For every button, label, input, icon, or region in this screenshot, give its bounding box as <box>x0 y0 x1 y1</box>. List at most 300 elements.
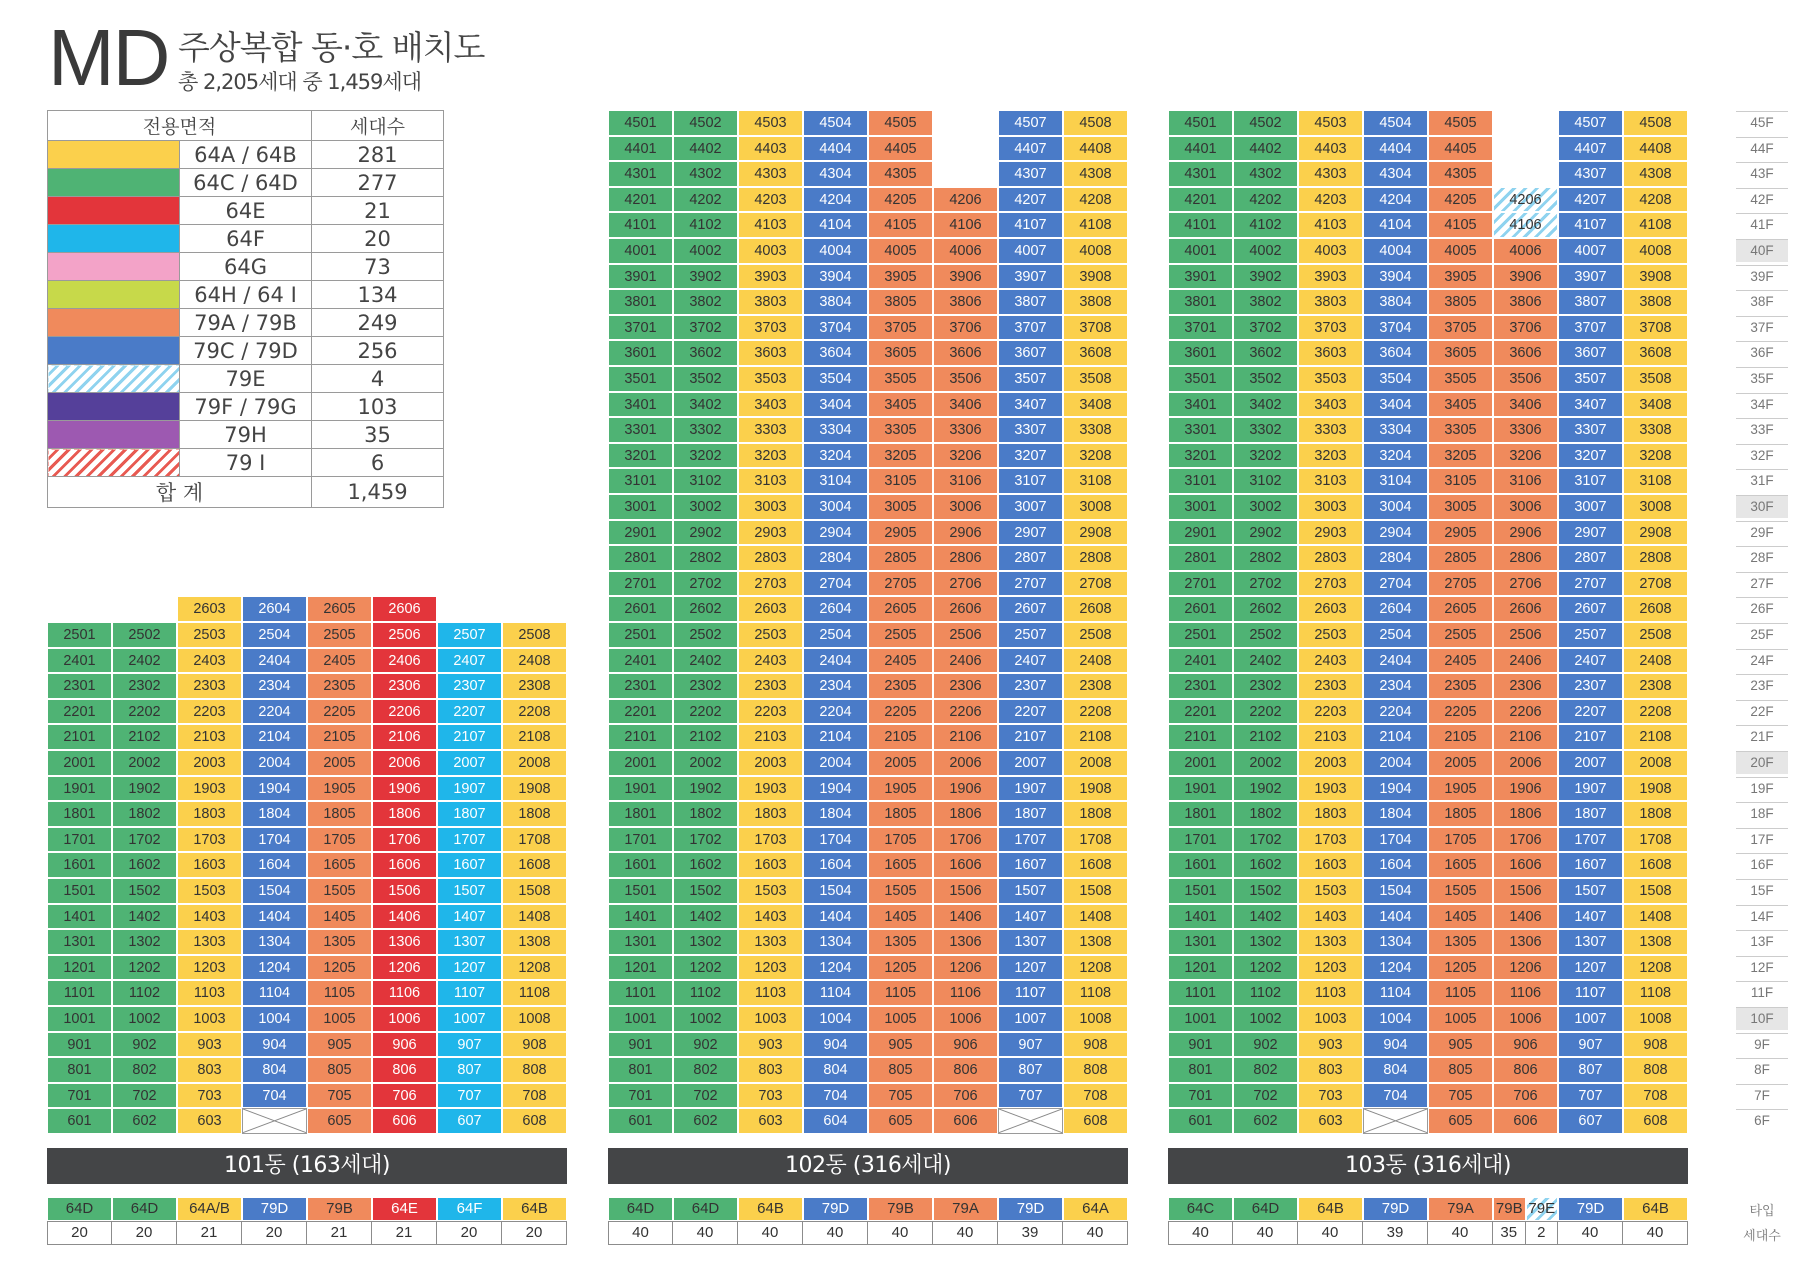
unit-cell: 3805 <box>868 289 933 315</box>
unit-cell: 1805 <box>1428 801 1493 827</box>
unit-cell: 1202 <box>673 955 738 981</box>
unit-cell: 2306 <box>933 673 998 699</box>
unit-cell: 802 <box>112 1057 177 1083</box>
unit-cell: 1002 <box>112 1006 177 1032</box>
unit-cell: 2004 <box>803 750 868 776</box>
unit-cell: 1102 <box>673 980 738 1006</box>
unit-cell: 2003 <box>738 750 803 776</box>
unit-cell: 1007 <box>437 1006 502 1032</box>
unit-cell: 2607 <box>1558 596 1623 622</box>
unit-cell: 3404 <box>803 392 868 418</box>
unit-cell: 1305 <box>307 929 372 955</box>
unit-cell: 3308 <box>1063 417 1128 443</box>
unit-cell: 904 <box>242 1032 307 1058</box>
unit-cell: 3408 <box>1063 392 1128 418</box>
legend-swatch <box>48 225 180 253</box>
unit-cell: 3202 <box>673 443 738 469</box>
unit-cell: 1205 <box>307 955 372 981</box>
unit-cell: 2206 <box>933 699 998 725</box>
unit-cell: 3606 <box>1493 340 1558 366</box>
unit-cell: 3407 <box>1558 392 1623 418</box>
unit-cell: 804 <box>1363 1057 1428 1083</box>
unit-cell: 2903 <box>738 520 803 546</box>
unit-cell: 1406 <box>933 904 998 930</box>
unit-cell: 3808 <box>1623 289 1688 315</box>
unit-cell-empty <box>998 1108 1063 1134</box>
unit-cell: 3201 <box>608 443 673 469</box>
unit-cell: 2607 <box>998 596 1063 622</box>
unit-cell: 1705 <box>868 827 933 853</box>
legend-unit-count: 277 <box>312 169 444 197</box>
unit-cell: 1401 <box>47 904 112 930</box>
unit-cell: 4208 <box>1063 187 1128 213</box>
unit-cell: 2406 <box>372 648 437 674</box>
unit-cell: 3508 <box>1063 366 1128 392</box>
unit-cell: 3505 <box>868 366 933 392</box>
unit-cell: 4204 <box>1363 187 1428 213</box>
unit-cell: 4002 <box>1233 238 1298 264</box>
floor-label: 15F <box>1736 879 1788 902</box>
unit-cell: 3504 <box>1363 366 1428 392</box>
legend-unit-count: 73 <box>312 253 444 281</box>
unit-cell: 1401 <box>1168 904 1233 930</box>
unit-cell: 3703 <box>738 315 803 341</box>
unit-cell: 1208 <box>1063 955 1128 981</box>
unit-cell: 3208 <box>1063 443 1128 469</box>
unit-cell: 2206 <box>1493 699 1558 725</box>
unit-cell: 3004 <box>803 494 868 520</box>
unit-cell: 1307 <box>1558 929 1623 955</box>
unit-cell: 2102 <box>1233 724 1298 750</box>
unit-type-count: 20 <box>242 1221 307 1245</box>
unit-cell: 805 <box>307 1057 372 1083</box>
unit-cell: 2202 <box>112 699 177 725</box>
unit-cell: 1604 <box>803 852 868 878</box>
unit-cell: 807 <box>437 1057 502 1083</box>
unit-cell: 1207 <box>1558 955 1623 981</box>
unit-cell: 2704 <box>803 571 868 597</box>
unit-cell: 1407 <box>998 904 1063 930</box>
unit-cell: 2508 <box>502 622 567 648</box>
unit-cell: 1902 <box>112 776 177 802</box>
unit-cell: 2506 <box>933 622 998 648</box>
unit-cell: 3501 <box>1168 366 1233 392</box>
unit-cell: 2106 <box>372 724 437 750</box>
unit-cell: 1705 <box>307 827 372 853</box>
unit-cell: 2304 <box>803 673 868 699</box>
unit-cell: 1301 <box>47 929 112 955</box>
unit-cell: 1107 <box>998 980 1063 1006</box>
legend-swatch <box>48 253 180 281</box>
unit-type-count: 40 <box>1168 1221 1233 1245</box>
unit-cell: 1506 <box>933 878 998 904</box>
unit-type-label: 64C <box>1168 1197 1233 1221</box>
unit-cell: 4103 <box>1298 212 1363 238</box>
legend-unit-count: 35 <box>312 421 444 449</box>
unit-cell: 2001 <box>1168 750 1233 776</box>
unit-cell: 1201 <box>608 955 673 981</box>
unit-cell: 905 <box>307 1032 372 1058</box>
unit-type-count: 40 <box>1233 1221 1298 1245</box>
unit-cell: 2907 <box>1558 520 1623 546</box>
unit-cell: 4502 <box>1233 110 1298 136</box>
floor-label: 44F <box>1736 137 1788 160</box>
unit-cell: 1807 <box>437 801 502 827</box>
unit-cell: 1008 <box>502 1006 567 1032</box>
unit-cell: 1006 <box>372 1006 437 1032</box>
unit-cell: 3301 <box>1168 417 1233 443</box>
unit-cell: 1304 <box>803 929 868 955</box>
unit-cell: 2405 <box>307 648 372 674</box>
unit-cell: 3206 <box>933 443 998 469</box>
unit-cell: 4502 <box>673 110 738 136</box>
unit-cell: 2006 <box>1493 750 1558 776</box>
unit-cell: 1408 <box>1623 904 1688 930</box>
unit-cell: 4401 <box>1168 136 1233 162</box>
unit-cell: 903 <box>177 1032 242 1058</box>
unit-cell: 1905 <box>868 776 933 802</box>
unit-cell: 2402 <box>1233 648 1298 674</box>
unit-cell: 4001 <box>608 238 673 264</box>
unit-cell: 605 <box>868 1108 933 1134</box>
unit-cell: 3504 <box>803 366 868 392</box>
legend-row <box>48 225 444 253</box>
unit-type-count: 40 <box>738 1221 803 1245</box>
unit-cell: 1501 <box>608 878 673 904</box>
legend-total-label: 합 계 <box>48 477 312 508</box>
unit-cell: 901 <box>47 1032 112 1058</box>
unit-cell: 4007 <box>1558 238 1623 264</box>
unit-cell: 807 <box>998 1057 1063 1083</box>
unit-cell: 4201 <box>608 187 673 213</box>
unit-cell: 808 <box>1063 1057 1128 1083</box>
unit-cell: 4404 <box>803 136 868 162</box>
unit-cell: 4102 <box>673 212 738 238</box>
unit-cell: 1106 <box>372 980 437 1006</box>
unit-cell: 3804 <box>1363 289 1428 315</box>
unit-cell: 2201 <box>1168 699 1233 725</box>
unit-cell: 2401 <box>608 648 673 674</box>
unit-cell: 1502 <box>112 878 177 904</box>
legend-swatch <box>48 169 180 197</box>
unit-cell: 1508 <box>502 878 567 904</box>
unit-cell: 4305 <box>1428 161 1493 187</box>
unit-cell: 2706 <box>933 571 998 597</box>
floor-label: 39F <box>1736 265 1788 288</box>
unit-cell: 1701 <box>47 827 112 853</box>
unit-cell: 1901 <box>1168 776 1233 802</box>
unit-cell: 3104 <box>1363 468 1428 494</box>
unit-cell: 1208 <box>1623 955 1688 981</box>
unit-cell: 3204 <box>1363 443 1428 469</box>
unit-cell: 704 <box>242 1083 307 1109</box>
unit-cell: 2205 <box>1428 699 1493 725</box>
unit-cell: 1807 <box>998 801 1063 827</box>
unit-cell: 1803 <box>177 801 242 827</box>
unit-type-label: 64D <box>112 1197 177 1221</box>
unit-type-label: 64B <box>1623 1197 1688 1221</box>
unit-cell: 1006 <box>933 1006 998 1032</box>
unit-cell: 3207 <box>1558 443 1623 469</box>
unit-cell: 1302 <box>112 929 177 955</box>
unit-cell: 3405 <box>1428 392 1493 418</box>
unit-cell: 1703 <box>1298 827 1363 853</box>
unit-cell: 2102 <box>112 724 177 750</box>
floor-label: 37F <box>1736 316 1788 339</box>
unit-cell: 4207 <box>998 187 1063 213</box>
unit-cell: 4104 <box>803 212 868 238</box>
unit-cell: 2403 <box>177 648 242 674</box>
unit-cell: 4301 <box>1168 161 1233 187</box>
unit-cell: 1707 <box>998 827 1063 853</box>
unit-cell: 2301 <box>47 673 112 699</box>
unit-cell: 3401 <box>1168 392 1233 418</box>
unit-cell: 2706 <box>1493 571 1558 597</box>
unit-cell: 1401 <box>608 904 673 930</box>
unit-cell: 704 <box>803 1083 868 1109</box>
unit-cell: 2608 <box>1063 596 1128 622</box>
unit-type-label: 79D <box>1558 1197 1623 1221</box>
unit-cell: 2603 <box>177 596 242 622</box>
unit-cell: 701 <box>608 1083 673 1109</box>
unit-cell: 2101 <box>47 724 112 750</box>
unit-cell: 1704 <box>803 827 868 853</box>
unit-cell: 2205 <box>307 699 372 725</box>
unit-cell: 3103 <box>738 468 803 494</box>
floor-label: 18F <box>1736 802 1788 825</box>
unit-cell: 1204 <box>1363 955 1428 981</box>
floor-label: 9F <box>1736 1033 1788 1056</box>
unit-cell: 1902 <box>673 776 738 802</box>
unit-cell: 2106 <box>1493 724 1558 750</box>
unit-cell: 1301 <box>608 929 673 955</box>
unit-cell: 605 <box>307 1108 372 1134</box>
unit-cell: 1503 <box>177 878 242 904</box>
unit-cell: 2107 <box>998 724 1063 750</box>
unit-cell: 1707 <box>1558 827 1623 853</box>
unit-cell: 3103 <box>1298 468 1363 494</box>
unit-cell: 2307 <box>437 673 502 699</box>
unit-cell: 4407 <box>1558 136 1623 162</box>
floor-label: 36F <box>1736 341 1788 364</box>
unit-cell: 1403 <box>177 904 242 930</box>
unit-cell: 1801 <box>608 801 673 827</box>
unit-cell: 3406 <box>933 392 998 418</box>
unit-cell: 1705 <box>1428 827 1493 853</box>
unit-cell: 4408 <box>1063 136 1128 162</box>
unit-cell: 3904 <box>803 264 868 290</box>
unit-cell: 3806 <box>1493 289 1558 315</box>
unit-cell: 2108 <box>1063 724 1128 750</box>
unit-cell: 4207 <box>1558 187 1623 213</box>
legend-area-name: 79C / 79D <box>180 337 312 365</box>
unit-cell: 2202 <box>673 699 738 725</box>
floor-label: 25F <box>1736 623 1788 646</box>
unit-cell: 1603 <box>738 852 803 878</box>
unit-cell: 703 <box>1298 1083 1363 1109</box>
unit-cell: 1808 <box>502 801 567 827</box>
unit-cell: 2405 <box>1428 648 1493 674</box>
unit-cell: 1604 <box>1363 852 1428 878</box>
unit-cell: 1006 <box>1493 1006 1558 1032</box>
unit-cell: 3004 <box>1363 494 1428 520</box>
unit-cell: 1502 <box>1233 878 1298 904</box>
page-subtitle: 총 2,205세대 중 1,459세대 <box>178 70 421 94</box>
unit-cell: 2006 <box>372 750 437 776</box>
unit-cell: 602 <box>1233 1108 1298 1134</box>
unit-cell: 4508 <box>1063 110 1128 136</box>
unit-cell: 1203 <box>1298 955 1363 981</box>
unit-cell: 3601 <box>1168 340 1233 366</box>
unit-cell: 3207 <box>998 443 1063 469</box>
unit-cell: 1206 <box>1493 955 1558 981</box>
unit-cell: 1703 <box>738 827 803 853</box>
unit-cell: 908 <box>1063 1032 1128 1058</box>
unit-cell: 1405 <box>1428 904 1493 930</box>
unit-cell: 2001 <box>47 750 112 776</box>
unit-type-label: 79A <box>1428 1197 1493 1221</box>
unit-cell: 3107 <box>998 468 1063 494</box>
unit-cell: 1702 <box>1233 827 1298 853</box>
unit-cell: 1604 <box>242 852 307 878</box>
unit-cell: 605 <box>1428 1108 1493 1134</box>
unit-cell: 2007 <box>998 750 1063 776</box>
legend-row <box>48 197 444 225</box>
legend-swatch <box>48 393 180 421</box>
unit-cell: 1204 <box>242 955 307 981</box>
unit-type-count: 35 <box>1493 1221 1526 1245</box>
unit-cell: 1304 <box>242 929 307 955</box>
legend-area-name: 79E <box>180 365 312 393</box>
unit-cell: 603 <box>177 1108 242 1134</box>
unit-cell: 3801 <box>608 289 673 315</box>
unit-cell: 907 <box>1558 1032 1623 1058</box>
unit-cell: 1405 <box>307 904 372 930</box>
unit-cell: 903 <box>738 1032 803 1058</box>
unit-cell: 1104 <box>242 980 307 1006</box>
unit-cell: 2301 <box>1168 673 1233 699</box>
unit-cell: 1404 <box>803 904 868 930</box>
unit-cell: 603 <box>738 1108 803 1134</box>
unit-cell: 4504 <box>803 110 868 136</box>
floor-label: 33F <box>1736 418 1788 441</box>
unit-cell: 4304 <box>1363 161 1428 187</box>
unit-cell: 1207 <box>998 955 1063 981</box>
unit-cell: 1107 <box>437 980 502 1006</box>
unit-cell: 4206 <box>933 187 998 213</box>
unit-cell: 2804 <box>803 545 868 571</box>
unit-cell: 2105 <box>1428 724 1493 750</box>
unit-cell: 3306 <box>933 417 998 443</box>
legend-area-name: 79 I <box>180 449 312 477</box>
unit-cell: 2204 <box>803 699 868 725</box>
unit-cell: 2903 <box>1298 520 1363 546</box>
unit-cell: 1601 <box>47 852 112 878</box>
unit-cell: 2802 <box>673 545 738 571</box>
floor-label: 40F <box>1736 239 1788 262</box>
unit-cell: 1801 <box>1168 801 1233 827</box>
unit-cell: 2404 <box>1363 648 1428 674</box>
unit-cell: 2702 <box>673 571 738 597</box>
unit-cell: 1804 <box>1363 801 1428 827</box>
unit-cell: 2905 <box>1428 520 1493 546</box>
unit-cell: 1303 <box>1298 929 1363 955</box>
floor-label: 14F <box>1736 905 1788 928</box>
unit-cell: 1306 <box>1493 929 1558 955</box>
unit-cell: 905 <box>868 1032 933 1058</box>
unit-type-label: 79B <box>1493 1197 1526 1221</box>
unit-cell: 2504 <box>1363 622 1428 648</box>
unit-cell: 2304 <box>242 673 307 699</box>
unit-cell: 3706 <box>1493 315 1558 341</box>
unit-cell: 2506 <box>1493 622 1558 648</box>
unit-cell: 2907 <box>998 520 1063 546</box>
unit-cell: 1905 <box>307 776 372 802</box>
unit-cell: 3506 <box>1493 366 1558 392</box>
unit-cell: 2408 <box>1623 648 1688 674</box>
unit-cell: 606 <box>372 1108 437 1134</box>
unit-cell: 1601 <box>1168 852 1233 878</box>
unit-cell: 2504 <box>803 622 868 648</box>
floor-label: 43F <box>1736 162 1788 185</box>
unit-cell: 2604 <box>803 596 868 622</box>
unit-cell: 1505 <box>868 878 933 904</box>
unit-cell: 2105 <box>307 724 372 750</box>
unit-cell: 1702 <box>673 827 738 853</box>
unit-cell: 701 <box>47 1083 112 1109</box>
unit-cell: 1804 <box>803 801 868 827</box>
unit-cell: 4403 <box>1298 136 1363 162</box>
unit-cell: 2708 <box>1623 571 1688 597</box>
unit-cell: 2403 <box>1298 648 1363 674</box>
unit-cell: 808 <box>1623 1057 1688 1083</box>
unit-cell: 1108 <box>502 980 567 1006</box>
unit-cell: 601 <box>1168 1108 1233 1134</box>
unit-cell: 1602 <box>1233 852 1298 878</box>
unit-cell: 1001 <box>608 1006 673 1032</box>
unit-cell: 2504 <box>242 622 307 648</box>
unit-cell: 4004 <box>1363 238 1428 264</box>
unit-cell: 4303 <box>738 161 803 187</box>
unit-cell: 2306 <box>372 673 437 699</box>
unit-cell: 1302 <box>1233 929 1298 955</box>
unit-cell: 3503 <box>738 366 803 392</box>
legend-unit-count: 6 <box>312 449 444 477</box>
unit-cell: 3008 <box>1063 494 1128 520</box>
unit-cell: 2401 <box>1168 648 1233 674</box>
unit-cell: 2904 <box>803 520 868 546</box>
unit-cell: 707 <box>437 1083 502 1109</box>
unit-cell: 2007 <box>437 750 502 776</box>
unit-cell: 2406 <box>933 648 998 674</box>
legend-row <box>48 421 444 449</box>
unit-cell: 1007 <box>1558 1006 1623 1032</box>
unit-cell: 2507 <box>998 622 1063 648</box>
unit-cell: 2205 <box>868 699 933 725</box>
unit-cell: 3702 <box>673 315 738 341</box>
unit-cell: 1008 <box>1063 1006 1128 1032</box>
unit-cell: 1507 <box>437 878 502 904</box>
unit-cell: 1407 <box>1558 904 1623 930</box>
unit-cell: 2204 <box>1363 699 1428 725</box>
unit-cell: 1605 <box>1428 852 1493 878</box>
legend-row <box>48 253 444 281</box>
legend-area-name: 64F <box>180 225 312 253</box>
unit-cell: 3605 <box>868 340 933 366</box>
unit-cell: 4203 <box>1298 187 1363 213</box>
unit-cell: 2003 <box>1298 750 1363 776</box>
unit-cell: 4202 <box>673 187 738 213</box>
